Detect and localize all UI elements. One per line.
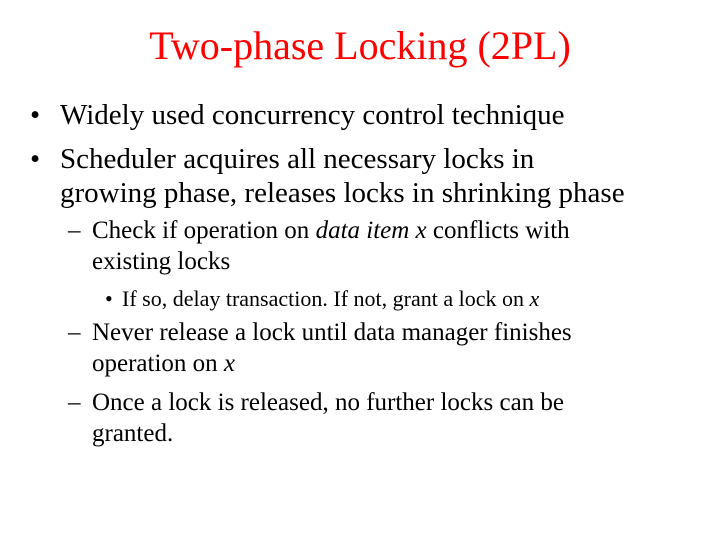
- sub-item-text-continuation: [92, 349, 235, 379]
- slide-title: Two-phase Locking (2PL): [149, 23, 571, 68]
- sub-item-text: Once a lock is released, no further locks can be: [92, 389, 565, 416]
- dash-marker: –: [68, 217, 81, 244]
- sub-bullet-text-italic: x: [529, 286, 540, 311]
- bullet-text-continuation: growing phase, releases locks in shrinking phase: [60, 177, 625, 209]
- sub-item-text-post: conflicts with: [426, 217, 570, 244]
- sub-item-text-pre: Check if operation on: [92, 217, 316, 244]
- bullet-marker: •: [30, 143, 41, 175]
- sub-bullet-text: [122, 285, 539, 313]
- sub-item-text-continuation-pre: operation on: [92, 350, 224, 377]
- sub-item-text-italic: data item x: [315, 217, 427, 244]
- bullet-text: Widely used concurrency control technique: [60, 99, 565, 131]
- dash-marker: –: [68, 319, 81, 346]
- sub-bullet-marker: •: [105, 286, 113, 311]
- sub-bullet-text-main: If so, delay transaction. If not, grant a lock on: [122, 286, 530, 311]
- sub-item-text: Never release a lock until data manager finishes: [92, 319, 572, 346]
- bullet-marker: •: [30, 99, 41, 131]
- sub-item-text-continuation: granted.: [92, 420, 174, 447]
- dash-marker: –: [68, 389, 81, 416]
- sub-item-text-continuation: existing locks: [92, 248, 231, 275]
- sub-item-text-continuation-italic: x: [223, 350, 236, 377]
- sub-item-text: [92, 216, 570, 246]
- bullet-text: Scheduler acquires all necessary locks in: [60, 143, 535, 175]
